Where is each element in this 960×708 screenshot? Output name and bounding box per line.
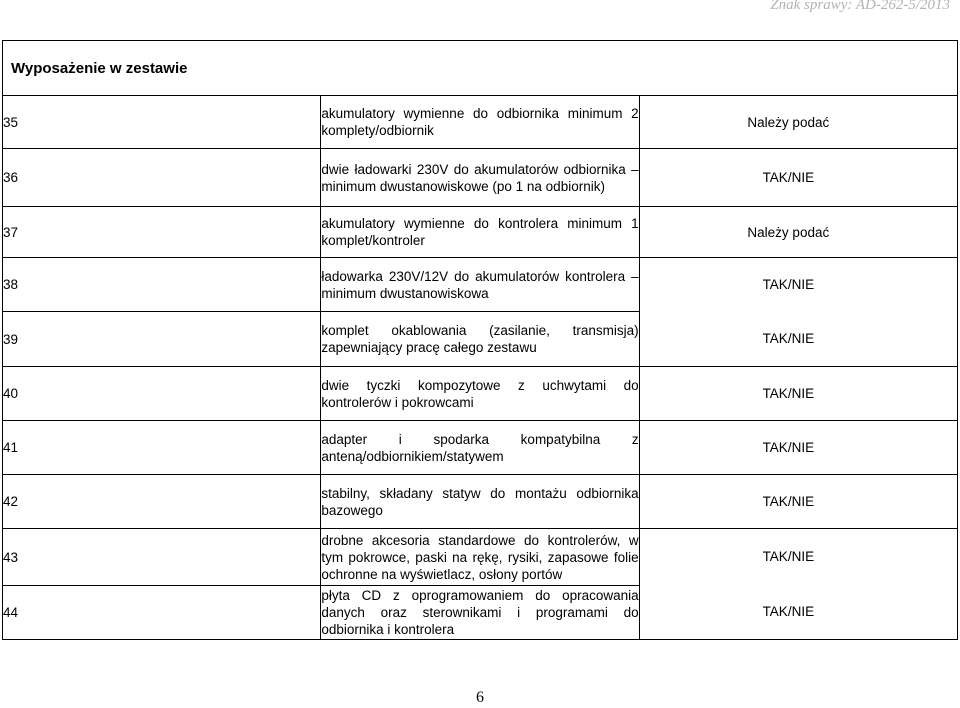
row-description: płyta CD z oprogramowaniem do opracowania danych oraz sterownikami i programami do odbiornika i kontrolera bbox=[321, 586, 639, 640]
answer-text: TAK/NIE bbox=[762, 331, 815, 346]
row-answer bbox=[639, 149, 957, 207]
answer-text: Należy podać bbox=[747, 224, 830, 240]
table-row bbox=[3, 367, 958, 421]
table-row bbox=[3, 149, 958, 207]
answer-text: TAK/NIE bbox=[762, 170, 815, 185]
row-number: 40 bbox=[3, 367, 321, 421]
answer-text: TAK/NIE bbox=[762, 549, 815, 564]
row-answer bbox=[639, 258, 957, 367]
answer-text: Należy podać bbox=[747, 114, 830, 130]
row-number: 35 bbox=[3, 96, 321, 149]
table-row bbox=[3, 258, 958, 312]
row-description: stabilny, składany statyw do montażu odbiornika bazowego bbox=[321, 475, 639, 529]
answer-text: TAK/NIE bbox=[762, 440, 815, 455]
row-number: 38 bbox=[3, 258, 321, 312]
row-description: drobne akcesoria standardowe do kontrolerów, w tym pokrowce, paski na rękę, rysiki, zapasowe folie ochronne na wyświetlacz, osłony portów bbox=[321, 529, 639, 586]
section-title: Wyposażenie w zestawie bbox=[3, 41, 958, 96]
row-answer bbox=[639, 96, 957, 149]
row-description: ładowarka 230V/12V do akumulatorów kontrolera – minimum dwustanowiskowa bbox=[321, 258, 639, 312]
table-row bbox=[3, 96, 958, 149]
answer-text: TAK/NIE bbox=[762, 494, 815, 509]
equipment-table bbox=[2, 40, 958, 640]
row-answer bbox=[639, 529, 957, 640]
row-answer bbox=[639, 367, 957, 421]
row-description: dwie ładowarki 230V do akumulatorów odbiornika – minimum dwustanowiskowe (po 1 na odbiornik) bbox=[321, 149, 639, 207]
row-description: komplet okablowania (zasilanie, transmisja) zapewniający pracę całego zestawu bbox=[321, 312, 639, 367]
case-sign: Znak sprawy: AD-262-5/2013 bbox=[770, 0, 950, 13]
table-row bbox=[3, 475, 958, 529]
table-row bbox=[3, 207, 958, 258]
table-row bbox=[3, 529, 958, 586]
row-description: dwie tyczki kompozytowe z uchwytami do kontrolerów i pokrowcami bbox=[321, 367, 639, 421]
row-number: 39 bbox=[3, 312, 321, 367]
row-number: 44 bbox=[3, 586, 321, 640]
answer-text: TAK/NIE bbox=[762, 386, 815, 401]
row-answer bbox=[639, 475, 957, 529]
table-row bbox=[3, 421, 958, 475]
answer-text: TAK/NIE bbox=[762, 277, 815, 292]
page-number: 6 bbox=[476, 689, 484, 706]
row-answer bbox=[639, 207, 957, 258]
row-answer bbox=[639, 421, 957, 475]
section-header-row bbox=[3, 41, 958, 96]
row-description: akumulatory wymienne do odbiornika minimum 2 komplety/odbiornik bbox=[321, 96, 639, 149]
row-number: 42 bbox=[3, 475, 321, 529]
row-number: 43 bbox=[3, 529, 321, 586]
row-number: 41 bbox=[3, 421, 321, 475]
row-description: adapter i spodarka kompatybilna z anteną/odbiornikiem/statywem bbox=[321, 421, 639, 475]
row-description: akumulatory wymienne do kontrolera minimum 1 komplet/kontroler bbox=[321, 207, 639, 258]
row-number: 36 bbox=[3, 149, 321, 207]
answer-text: TAK/NIE bbox=[762, 604, 815, 619]
row-number: 37 bbox=[3, 207, 321, 258]
